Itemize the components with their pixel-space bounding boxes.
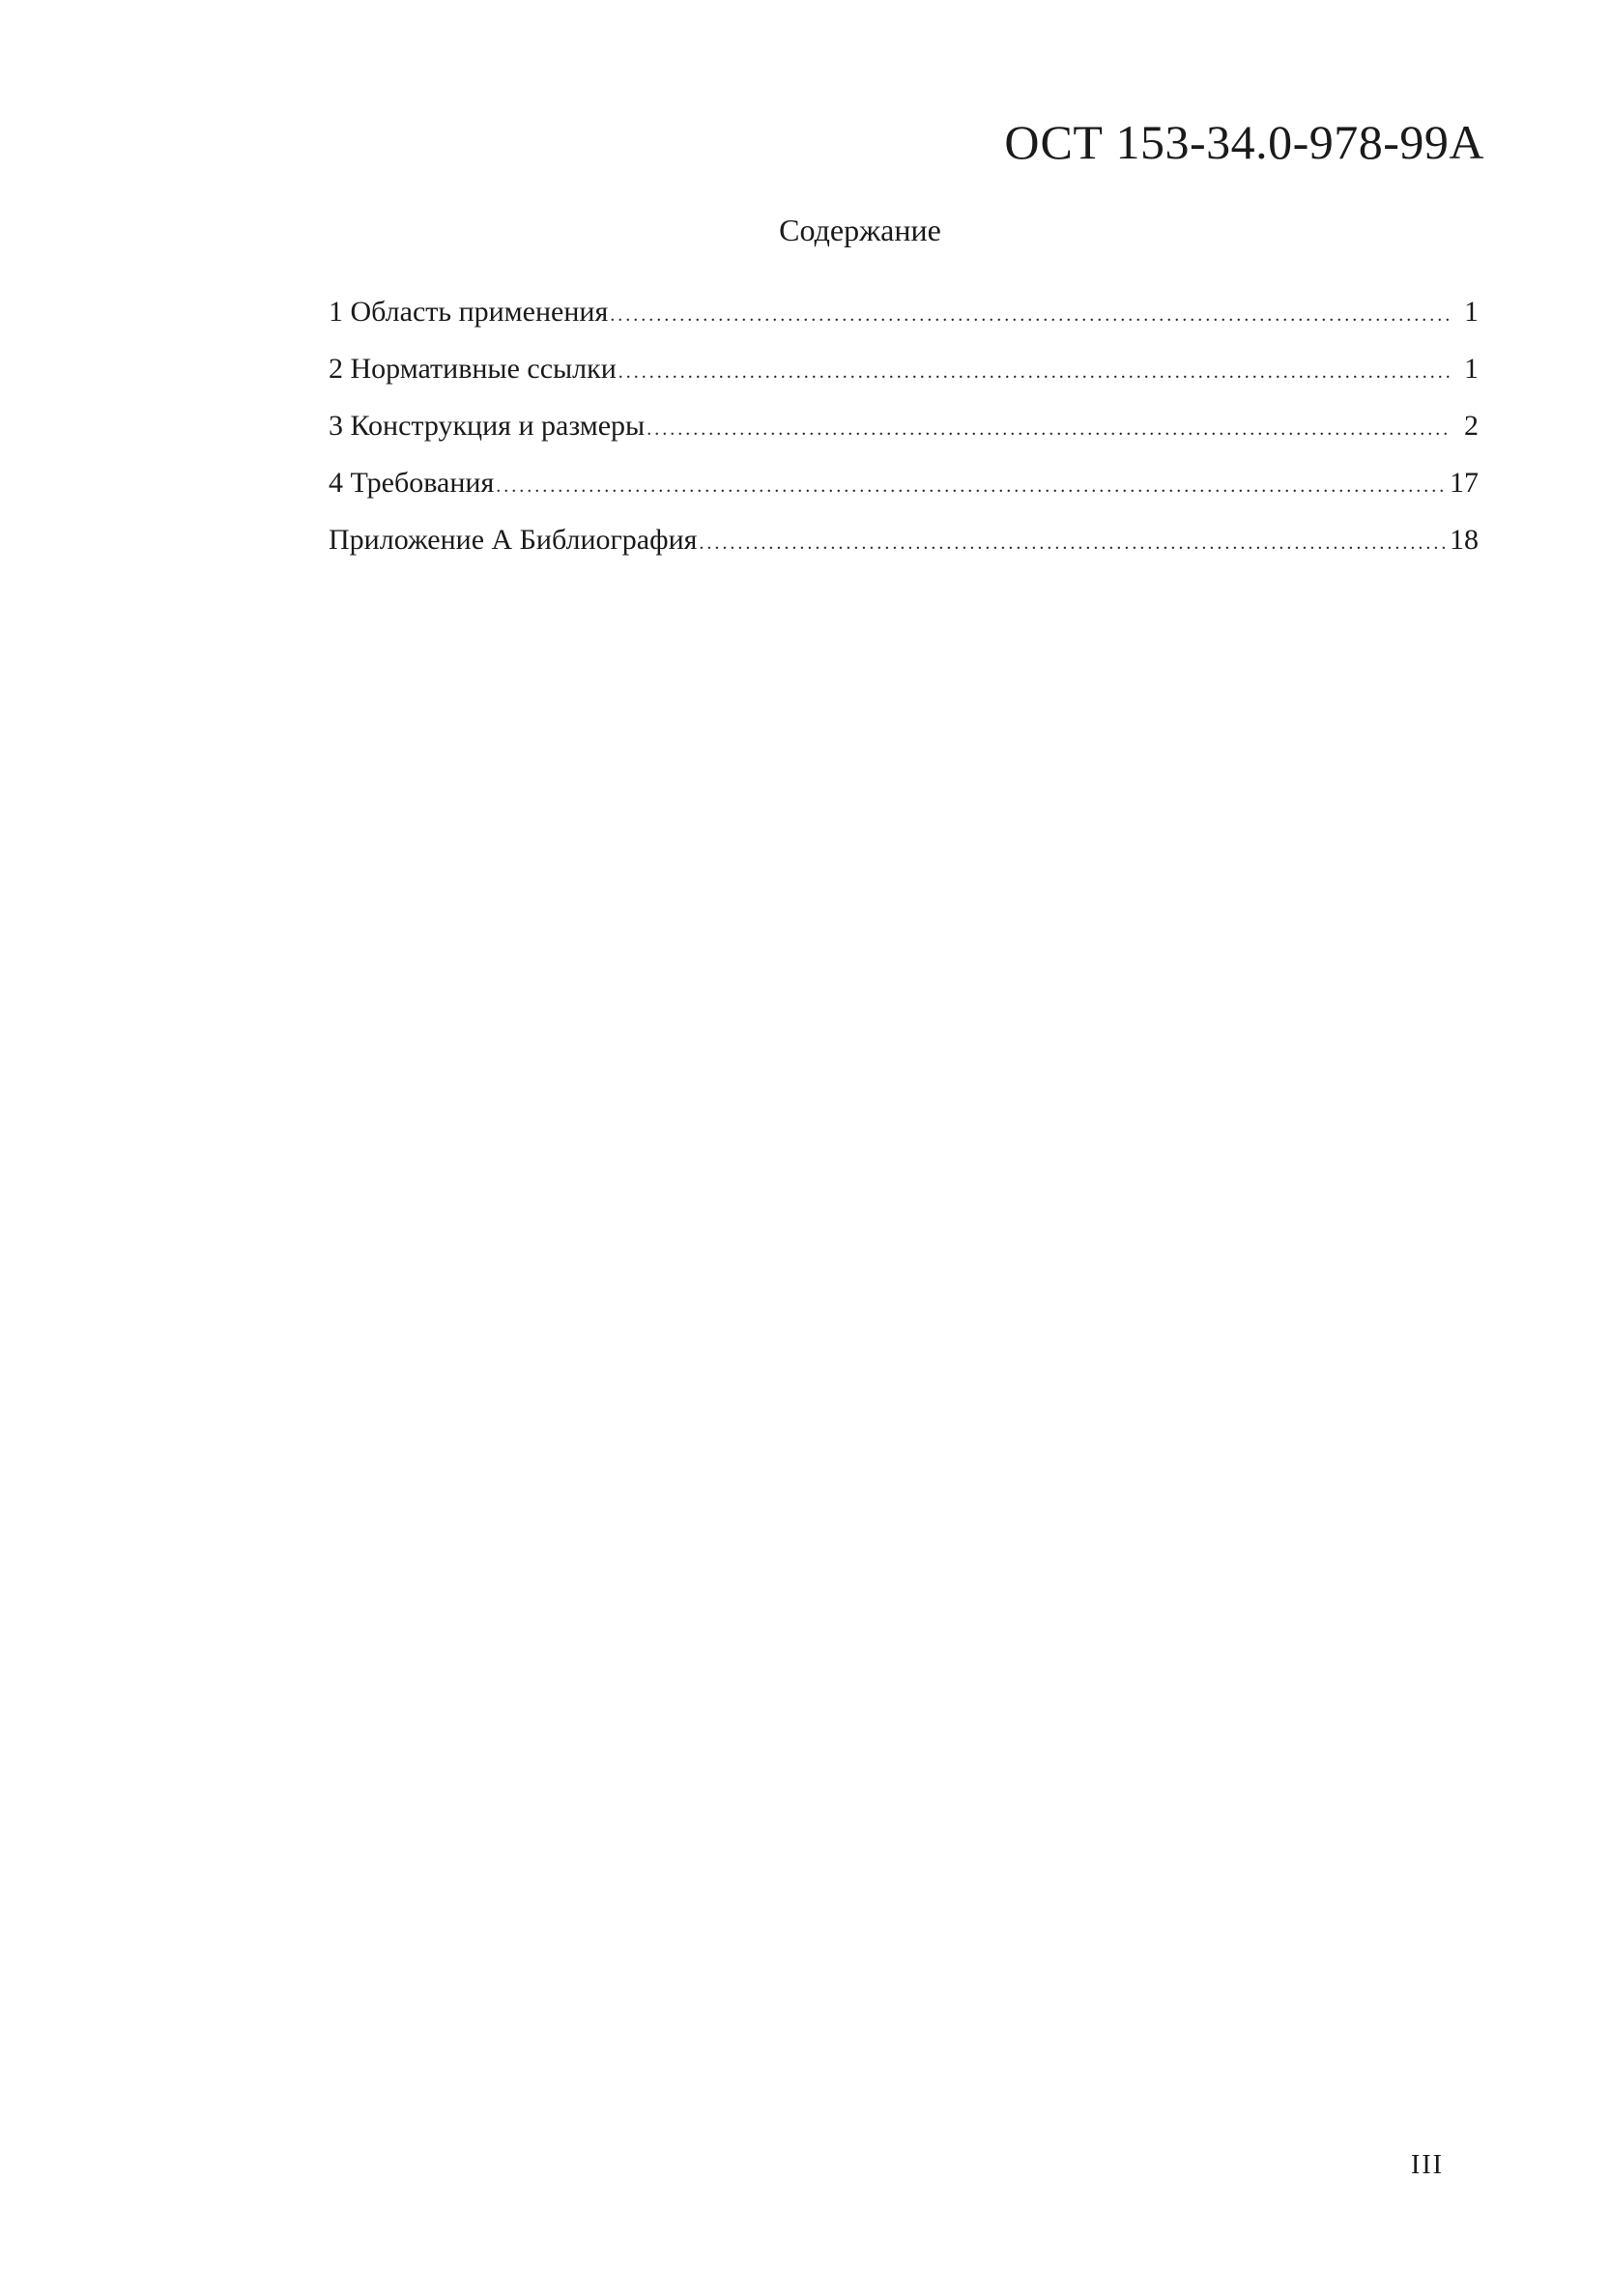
toc-dot-leader: [618, 361, 1450, 384]
toc-entry-requirements[interactable]: [329, 467, 1479, 524]
toc-entry-title: 2 Нормативные ссылки: [329, 353, 617, 385]
toc-dot-leader: [610, 304, 1450, 327]
toc-entry-design[interactable]: [329, 410, 1479, 467]
toc-entry-title: Приложение А Библиография: [329, 524, 698, 556]
toc-dot-leader: [699, 532, 1448, 555]
table-of-contents: [329, 296, 1479, 581]
toc-entry-scope[interactable]: [329, 296, 1479, 353]
page-number: III: [1411, 2150, 1444, 2180]
toc-entry-title: 1 Область применения: [329, 296, 609, 328]
toc-entry-title: 4 Требования: [329, 467, 495, 499]
toc-entry-page: 17: [1450, 467, 1479, 499]
toc-heading: Содержание: [779, 213, 941, 247]
toc-entry-page: 18: [1450, 524, 1479, 556]
toc-entry-references[interactable]: [329, 353, 1479, 410]
toc-dot-leader: [647, 418, 1450, 441]
toc-entry-page: 2: [1464, 410, 1479, 442]
toc-entry-title: 3 Конструкция и размеры: [329, 410, 646, 442]
toc-entry-bibliography[interactable]: [329, 524, 1479, 581]
document-code: ОСТ 153-34.0-978-99А: [1004, 115, 1484, 169]
toc-entry-page: 1: [1464, 296, 1479, 328]
toc-dot-leader: [496, 475, 1448, 498]
toc-entry-page: 1: [1464, 353, 1479, 385]
